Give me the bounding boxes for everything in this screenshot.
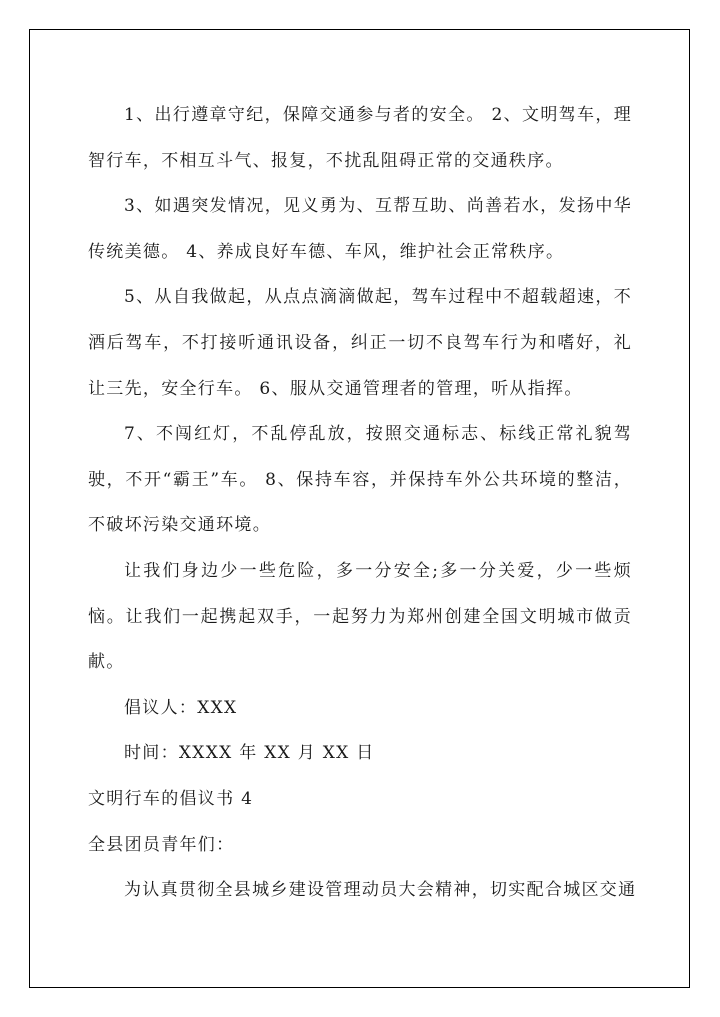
paragraph-rules-1-2: 1、出行遵章守纪，保障交通参与者的安全。 2、文明驾车，理智行车，不相互斗气、报复，不扰乱阻碍正常的交通秩序。 bbox=[88, 105, 632, 171]
initiator-line: 倡议人：XXX bbox=[124, 697, 238, 718]
final-paragraph: 为认真贯彻全县城乡建设管理动员大会精神，切实配合城区交通 bbox=[124, 880, 637, 901]
paragraph-rules-3-4: 3、如遇突发情况，见义勇为、互帮互助、尚善若水，发扬中华传统美德。 4、养成良好车德、车风，维护社会正常秩序。 bbox=[88, 196, 632, 262]
paragraph-rules-7-8: 7、不闯红灯，不乱停乱放，按照交通标志、标线正常礼貌驾驶，不开“霸王”车。 8、保持车容，并保持车外公共环境的整洁，不破坏污染交通环境。 bbox=[88, 424, 632, 536]
section-title: 文明行车的倡议书 4 bbox=[88, 788, 254, 809]
paragraph-rules-5-6: 5、从自我做起，从点点滴滴做起，驾车过程中不超载超速，不酒后驾车，不打接听通讯设备，纠正一切不良驾车行为和嗜好，礼让三先，安全行车。 6、服从交通管理者的管理，听从指挥。 bbox=[88, 287, 632, 399]
date-line: 时间：XXXX 年 XX 月 XX 日 bbox=[124, 743, 375, 764]
paragraph-closing-appeal: 让我们身边少一些危险，多一分安全;多一分关爱，少一些烦恼。让我们一起携起双手，一起努力为郑州创建全国文明城市做贡献。 bbox=[88, 560, 632, 673]
document-body bbox=[88, 93, 637, 914]
salutation: 全县团员青年们： bbox=[88, 834, 235, 855]
